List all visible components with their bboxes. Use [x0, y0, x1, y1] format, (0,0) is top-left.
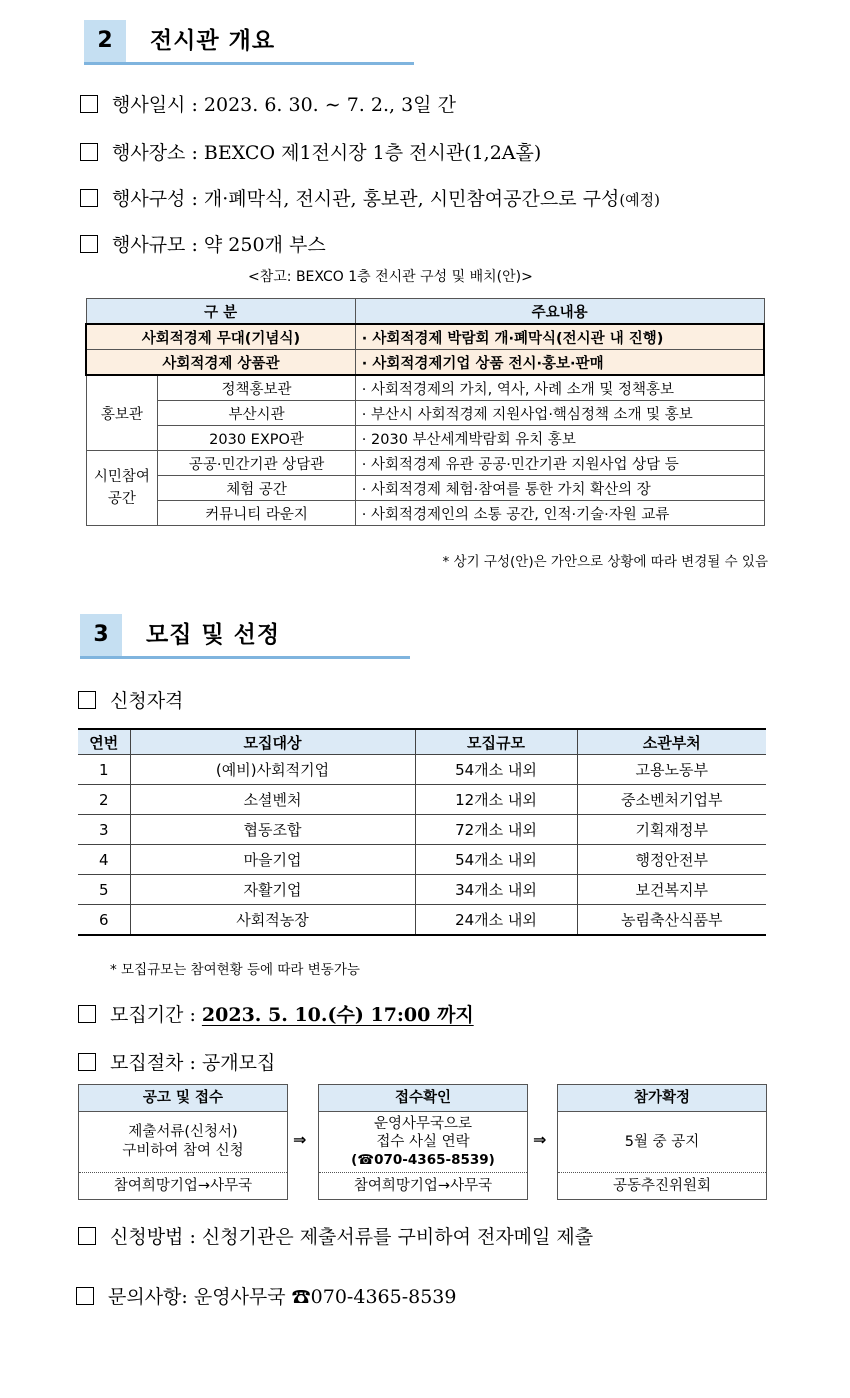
recruitment-procedure-line: 모집절차 : 공개모집: [78, 1048, 275, 1075]
table-row: 2 소셜벤처 12개소 내외 중소벤처기업부: [78, 785, 766, 815]
table-row: 체험 공간 · 사회적경제 체험·참여를 통한 가치 확산의 장: [86, 476, 764, 501]
checkbox-icon: [78, 1053, 96, 1071]
event-date-line: 행사일시 : 2023. 6. 30. ∼ 7. 2., 3일 간: [80, 90, 456, 117]
table-row: 홍보관 정책홍보관 · 사회적경제의 가치, 역사, 사례 소개 및 정책홍보: [86, 375, 764, 401]
flow-step-confirmation: 접수확인 운영사무국으로 접수 사실 연락 (☎070-4365-8539) 참여희망기업→사무국: [318, 1084, 528, 1200]
checkbox-icon: [78, 691, 96, 709]
table-row: 2030 EXPO관 · 2030 부산세계박람회 유치 홍보: [86, 426, 764, 451]
checkbox-icon: [80, 235, 98, 253]
flow-arrow-icon: ⇒: [533, 1130, 547, 1149]
section-title: 모집 및 선정: [146, 622, 281, 648]
recruitment-period-line: 모집기간 : 2023. 5. 10.(수) 17:00 까지: [78, 1000, 474, 1027]
checkbox-icon: [78, 1227, 96, 1245]
section-2-header: [84, 20, 414, 64]
checkbox-icon: [80, 189, 98, 207]
phone-number: (☎070-4365-8539): [351, 1152, 495, 1168]
recruitment-note: * 모집규모는 참여현황 등에 따라 변동가능: [110, 962, 360, 978]
contact-line: 문의사항: 운영사무국 ☎070-4365-8539: [76, 1282, 456, 1309]
flow-step-announcement: 공고 및 접수 제출서류(신청서) 구비하여 참여 신청 참여희망기업→사무국: [78, 1084, 288, 1200]
recruitment-table: [78, 728, 766, 936]
section-underline: [84, 62, 414, 65]
eligibility-line: 신청자격: [78, 686, 183, 713]
group-cell: 시민참여 공간: [86, 451, 158, 526]
checkbox-icon: [76, 1287, 94, 1305]
flow-step-final: 참가확정 5월 중 공지 공동추진위원회: [557, 1084, 767, 1200]
table-header-row: [86, 299, 764, 325]
event-composition-line: 행사구성 : 개·폐막식, 전시관, 홍보관, 시민참여공간으로 구성(예정): [80, 184, 660, 211]
table-row: 사회적경제 상품관 · 사회적경제기업 상품 전시·홍보·판매: [86, 350, 764, 376]
group-cell: 홍보관: [86, 375, 158, 451]
table-row: 사회적경제 무대(기념식) · 사회적경제 박람회 개·폐막식(전시관 내 진행): [86, 324, 764, 350]
event-scale-line: 행사규모 : 약 250개 부스: [80, 230, 326, 257]
table-row: 5 자활기업 34개소 내외 보건복지부: [78, 875, 766, 905]
checkbox-icon: [78, 1005, 96, 1023]
table-row: 6 사회적농장 24개소 내외 농림축산식품부: [78, 905, 766, 936]
section-3-header: [80, 614, 410, 658]
event-venue-line: 행사장소 : BEXCO 제1전시장 1층 전시관(1,2A홀): [80, 138, 541, 165]
header-content: 주요내용: [355, 299, 764, 325]
section-number: 2: [84, 20, 126, 62]
table-note: * 상기 구성(안)은 가안으로 상황에 따라 변경될 수 있음: [442, 554, 768, 570]
application-method-line: 신청방법 : 신청기관은 제출서류를 구비하여 전자메일 제출: [78, 1222, 593, 1249]
section-underline: [80, 656, 410, 659]
table-row: 시민참여 공간 공공·민간기관 상담관 · 사회적경제 유관 공공·민간기관 지원사업 상담 등: [86, 451, 764, 476]
table-row: 커뮤니티 라운지 · 사회적경제인의 소통 공간, 인적·기술·자원 교류: [86, 501, 764, 526]
table-row: 부산시관 · 부산시 사회적경제 지원사업·핵심정책 소개 및 홍보: [86, 401, 764, 426]
section-title: 전시관 개요: [150, 28, 276, 54]
table-row: 3 협동조합 72개소 내외 기획재정부: [78, 815, 766, 845]
table-row: 4 마을기업 54개소 내외 행정안전부: [78, 845, 766, 875]
deadline: 2023. 5. 10.(수) 17:00 까지: [201, 1004, 474, 1026]
exhibition-layout-table: [85, 298, 765, 526]
table-row: 1 (예비)사회적기업 54개소 내외 고용노동부: [78, 755, 766, 785]
flow-arrow-icon: ⇒: [293, 1130, 307, 1149]
checkbox-icon: [80, 95, 98, 113]
section-number: 3: [80, 614, 122, 656]
table-header-row: 연번 모집대상 모집규모 소관부처: [78, 729, 766, 755]
checkbox-icon: [80, 143, 98, 161]
contact-phone: ☎070-4365-8539: [291, 1286, 457, 1308]
header-category: 구 분: [86, 299, 355, 325]
table-caption: <참고: BEXCO 1층 전시관 구성 및 배치(안)>: [248, 269, 533, 285]
